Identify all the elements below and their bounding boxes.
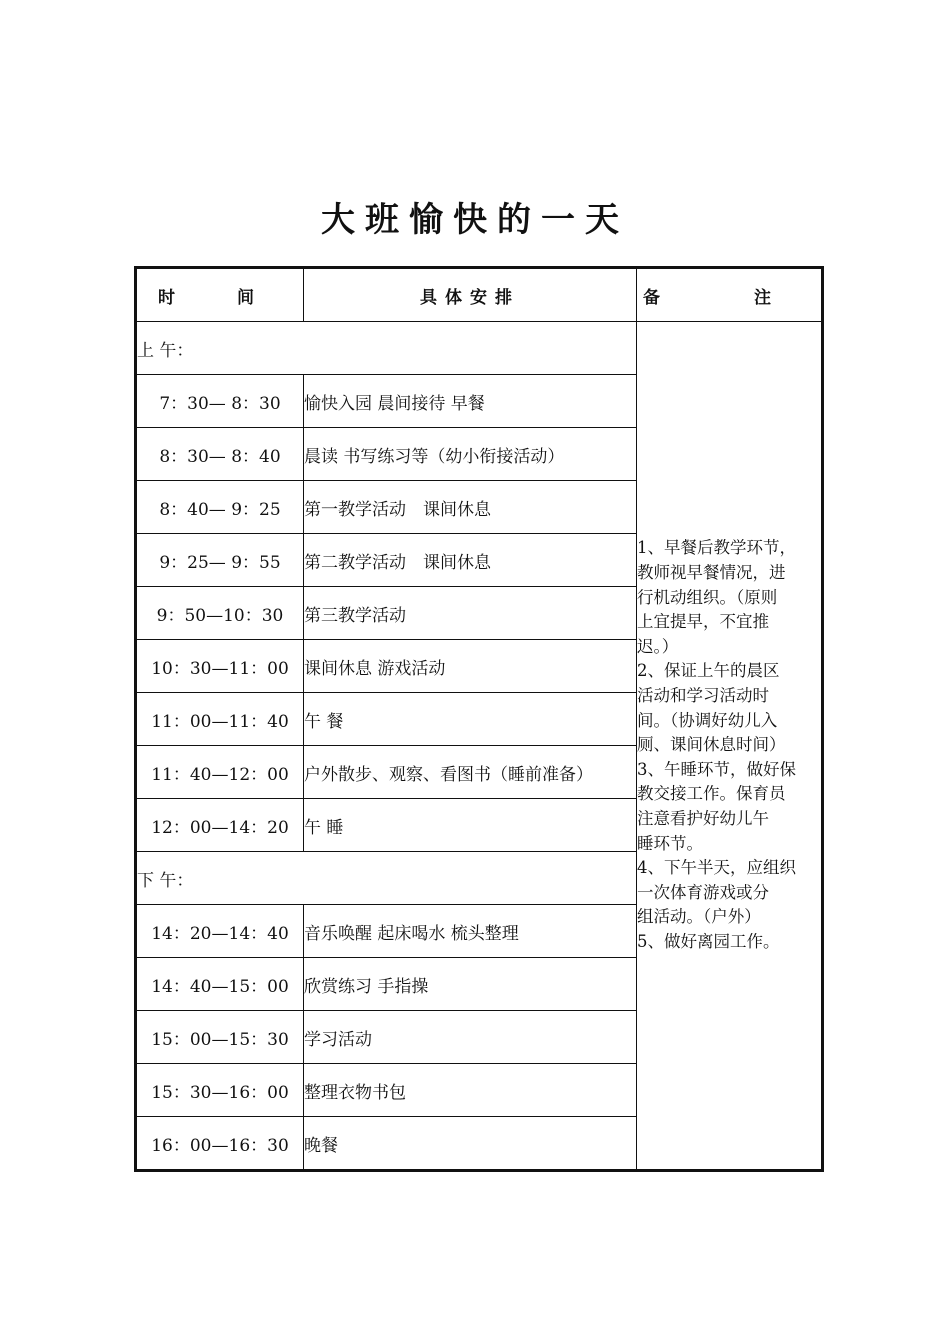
remark-line: 睡环节。 [637,833,703,853]
time-cell: 11：00—11：40 [136,693,304,746]
remark-line: 1、早餐后教学环节， [637,538,796,558]
remark-line: 5、做好离园工作。 [637,931,780,951]
plan-cell: 第三教学活动 [304,587,637,640]
remark-line: 活动和学习活动时 [637,686,769,706]
remark-line: 4、下午半天，应组织 [637,858,796,878]
time-cell: 8：40— 9：25 [136,481,304,534]
time-cell: 8：30— 8：40 [136,428,304,481]
remark-line: 教交接工作。保育员 [637,784,786,804]
plan-cell: 第二教学活动 课间休息 [304,534,637,587]
plan-cell: 晨读 书写练习等（幼小衔接活动） [304,428,637,481]
plan-cell: 午 餐 [304,693,637,746]
time-cell: 10：30—11：00 [136,640,304,693]
remark-line: 一次体育游戏或分 [637,882,769,902]
time-cell: 11：40—12：00 [136,746,304,799]
remark-line: 教师视早餐情况，进 [637,563,786,583]
remarks-cell [637,322,823,1171]
morning-section-row [136,322,823,375]
header-time: 时 间 [136,268,304,322]
time-cell: 15：00—15：30 [136,1011,304,1064]
time-cell: 7：30— 8：30 [136,375,304,428]
plan-cell: 整理衣物书包 [304,1064,637,1117]
time-cell: 9：25— 9：55 [136,534,304,587]
header-row [136,268,823,322]
plan-cell: 晚餐 [304,1117,637,1171]
page-title: 大班愉快的一天 [321,200,629,240]
header-plan: 具体安排 [304,268,637,322]
remark-line: 厕、课间休息时间） [637,735,786,755]
time-cell: 14：40—15：00 [136,958,304,1011]
time-cell: 9：50—10：30 [136,587,304,640]
remark-line: 迟。） [637,636,679,656]
time-cell: 12：00—14：20 [136,799,304,852]
remark-line: 2、保证上午的晨区 [637,661,780,681]
plan-cell: 午 睡 [304,799,637,852]
plan-cell: 户外散步、观察、看图书（睡前准备） [304,746,637,799]
time-cell: 16：00—16：30 [136,1117,304,1171]
morning-label: 上 午： [136,322,637,375]
remark-line: 行机动组织。（原则 [637,587,778,607]
header-note: 备 注 [637,268,823,322]
remark-line: 上宜提早，不宜推 [637,612,769,632]
plan-cell: 第一教学活动 课间休息 [304,481,637,534]
remark-line: 注意看护好幼儿午 [637,808,769,828]
schedule-table [134,266,824,1172]
plan-cell: 愉快入园 晨间接待 早餐 [304,375,637,428]
plan-cell: 课间休息 游戏活动 [304,640,637,693]
time-cell: 14：20—14：40 [136,905,304,958]
plan-cell: 学习活动 [304,1011,637,1064]
remark-line: 3、午睡环节，做好保 [637,759,796,779]
plan-cell: 音乐唤醒 起床喝水 梳头整理 [304,905,637,958]
remark-line: 组活动。（户外） [637,907,761,927]
remark-line: 间。（协调好幼儿入 [637,710,778,730]
plan-cell: 欣赏练习 手指操 [304,958,637,1011]
time-cell: 15：30—16：00 [136,1064,304,1117]
afternoon-label: 下 午： [136,852,637,905]
